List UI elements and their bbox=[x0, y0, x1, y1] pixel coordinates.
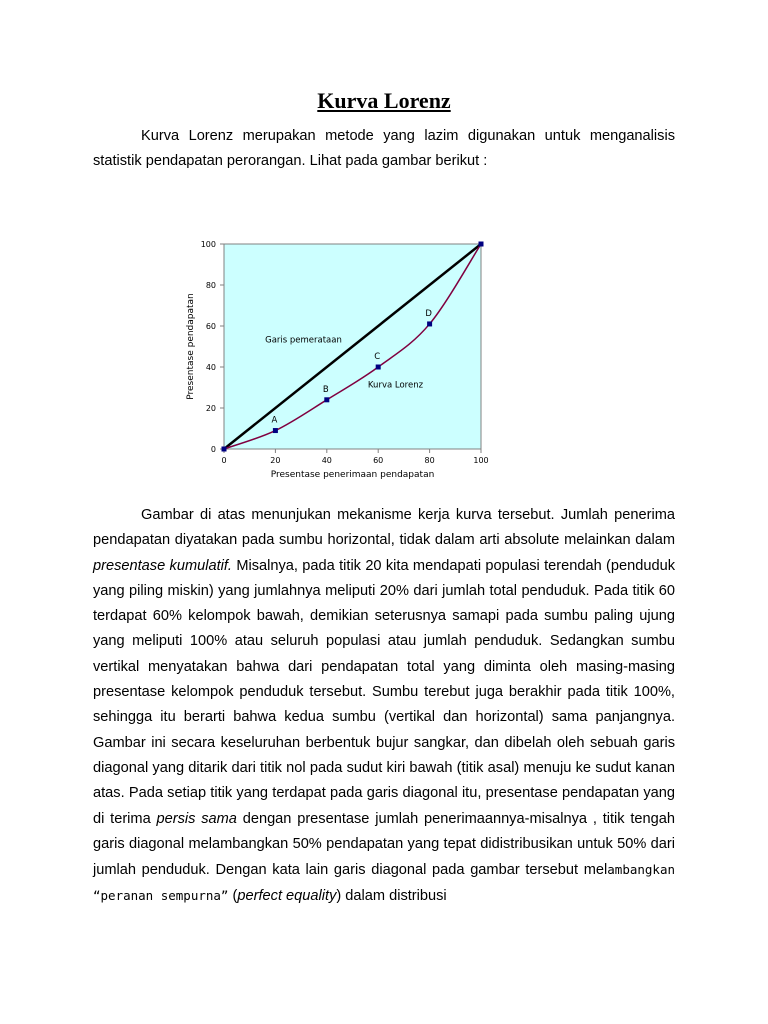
intro-paragraph: Kurva Lorenz merupakan metode yang lazim digunakan untuk menganalisis statistik pendapatan perorangan. Lihat pada gambar berikut : bbox=[93, 128, 675, 170]
data-point bbox=[273, 428, 278, 433]
point-label: D bbox=[425, 308, 432, 319]
x-tick-label: 0 bbox=[221, 456, 227, 465]
x-tick-label: 20 bbox=[270, 456, 281, 465]
y-tick-label: 60 bbox=[205, 322, 216, 331]
x-tick-label: 60 bbox=[373, 456, 384, 465]
point-label: B bbox=[322, 384, 329, 395]
data-point bbox=[376, 365, 381, 370]
lorenz-curve-label: Kurva Lorenz bbox=[367, 380, 424, 391]
y-tick-label: 80 bbox=[205, 281, 216, 290]
x-axis-label: Presentase penerimaan pendapatan bbox=[270, 470, 435, 480]
equality-line-label: Garis pemerataan bbox=[265, 335, 342, 346]
body-paragraph: Gambar di atas menunjukan mekanisme kerja kurva tersebut. Jumlah penerima pendapatan diyatakan pada sumbu horizontal, tidak dalam arti absolute melainkan dalam presentase kumulatif. Misalnya, pada titik 20 kita mendapati populasi terendah (penduduk yang piling miskin) yang jumlahnya meliputi 20% dari jumlah total penduduk. Pada titik 60 terdapat 60% kelompok bawah, demikian seterusnya samapi pada sumbu paling ujung yang meliputi 100% atau seluruh populasi atau jumlah penduduk. Sedangkan sumbu vertikal menyatakan bahwa dari pendapatan total yang diminta oleh masing-masing presentase kelompok penduduk tersebut. Sumbu terebut juga berakhir pada titik 100%, sehingga itu berarti bahwa kedua sumbu (vertikal dan horizontal) sama panjangnya. Gambar ini secara keseluruhan berbentuk bujur sangkar, dan dibelah oleh sebuah garis diagonal yang ditarik dari titik nol pada sudut kiri bawah (titik asal) menuju ke sudut kanan atas. Pada setiap titik yang terdapat pada garis diagonal itu, presentase pendapatan yang di terima persis sama dengan presentase jumlah penerimaannya-misalnya , titik tengah garis diagonal melambangkan 50% pendapatan yang tepat didistribusikan untuk 50% dari jumlah penduduk. Dengan kata lain garis diagonal pada gambar tersebut melambangkan “peranan sempurna” (perfect equality) dalam distribusi bbox=[93, 507, 676, 905]
data-point bbox=[427, 321, 432, 326]
x-tick-label: 80 bbox=[424, 456, 435, 465]
y-tick-label: 40 bbox=[205, 363, 216, 372]
x-tick-label: 100 bbox=[473, 456, 489, 465]
y-tick-label: 100 bbox=[200, 240, 216, 249]
data-point bbox=[479, 242, 484, 247]
data-point bbox=[324, 397, 329, 402]
y-tick-label: 20 bbox=[205, 404, 216, 413]
lorenz-chart bbox=[180, 234, 500, 484]
point-label: A bbox=[271, 415, 278, 426]
data-point bbox=[222, 447, 227, 452]
point-label: C bbox=[374, 352, 381, 362]
y-tick-label: 0 bbox=[210, 445, 216, 454]
x-tick-label: 40 bbox=[321, 456, 332, 465]
y-axis-label: Presentase pendapatan bbox=[186, 293, 196, 400]
page-title: Kurva Lorenz bbox=[317, 88, 451, 113]
